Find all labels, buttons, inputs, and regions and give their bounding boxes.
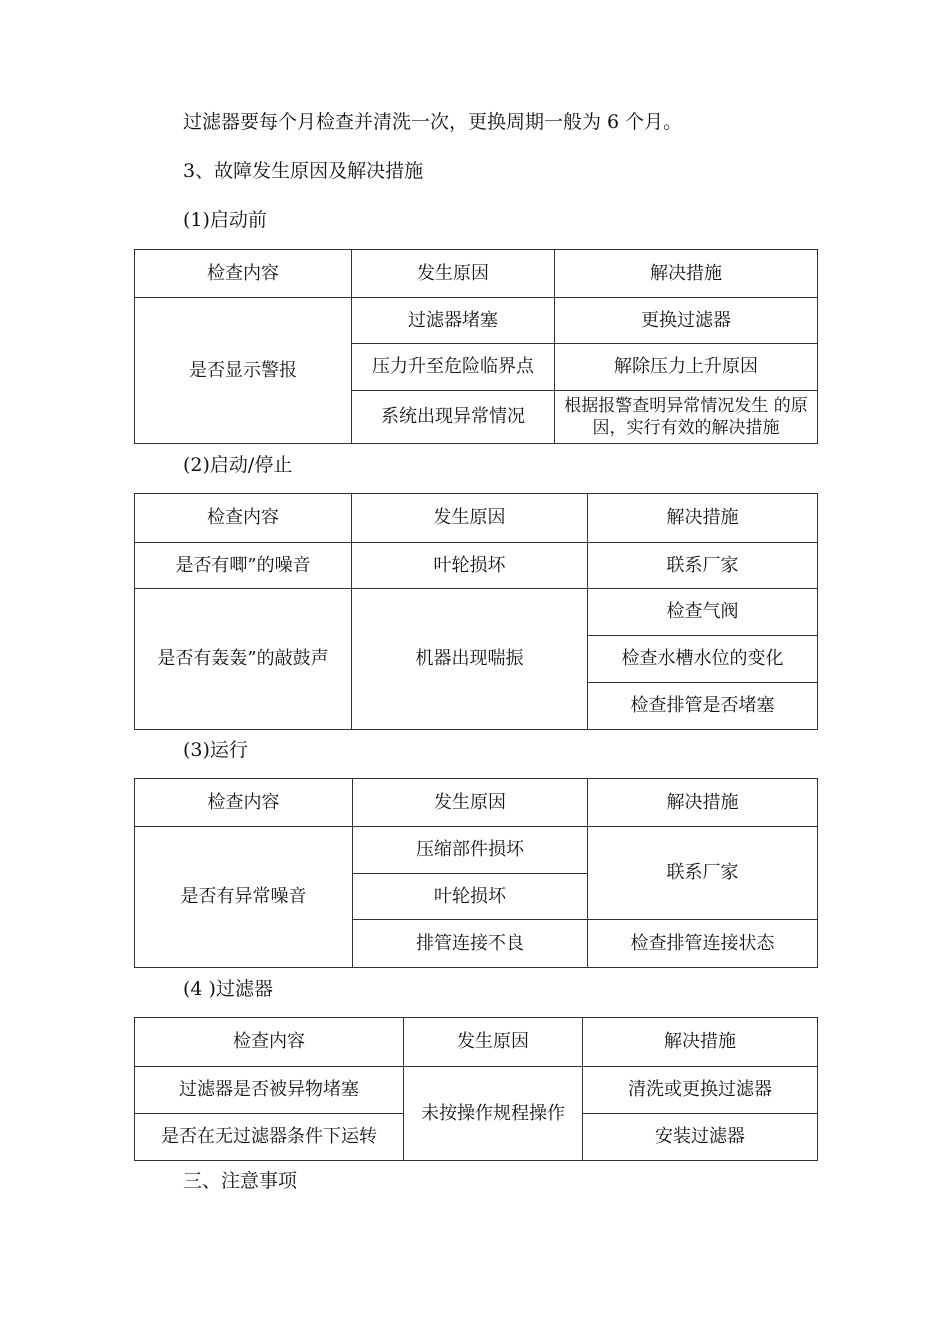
intro-paragraph: 过滤器要每个月检查并清洗一次，更换周期一般为 6 个月。 <box>183 111 683 133</box>
cause-cell: 压力升至危险临界点 <box>352 344 555 391</box>
cause-cell: 系统出现异常情况 <box>352 391 555 444</box>
table-header-row <box>135 1018 818 1067</box>
cause-cell: 压缩部件损坏 <box>353 827 588 874</box>
check-cell: 是否显示警报 <box>135 298 352 444</box>
table-row <box>135 543 818 589</box>
section-title: 3、故障发生原因及解决措施 <box>183 160 424 182</box>
cause-cell: 机器出现喘振 <box>352 589 588 730</box>
table-startup-check <box>134 249 818 444</box>
header-cause: 发生原因 <box>352 494 588 543</box>
solution-cell: 更换过滤器 <box>555 298 818 344</box>
header-cause: 发生原因 <box>352 250 555 298</box>
table1-title: (1)启动前 <box>183 209 267 231</box>
solution-cell: 根据报警查明异常情况发生 的原因，实行有效的解决措施 <box>555 391 818 444</box>
cause-cell: 过滤器堵塞 <box>352 298 555 344</box>
table-header-row <box>135 494 818 543</box>
header-solution: 解决措施 <box>583 1018 818 1067</box>
table-header-row <box>135 250 818 298</box>
table-running-check <box>134 778 818 968</box>
header-solution: 解决措施 <box>555 250 818 298</box>
solution-cell: 联系厂家 <box>588 543 818 589</box>
table-filter-check <box>134 1017 818 1161</box>
cause-cell: 叶轮损坏 <box>352 543 588 589</box>
cause-cell: 未按操作规程操作 <box>404 1067 583 1161</box>
header-check: 检查内容 <box>135 250 352 298</box>
header-check: 检查内容 <box>135 779 353 827</box>
table4-title: (4 )过滤器 <box>183 978 273 1000</box>
cause-cell: 叶轮损坏 <box>353 874 588 920</box>
table-row <box>135 589 818 636</box>
footer-heading: 三、注意事项 <box>183 1170 298 1192</box>
check-cell: 是否有唧”的噪音 <box>135 543 352 589</box>
cause-cell: 排管连接不良 <box>353 920 588 968</box>
table3-title: (3)运行 <box>183 739 248 761</box>
table-header-row <box>135 779 818 827</box>
check-cell: 是否有轰轰”的敲鼓声 <box>135 589 352 730</box>
table-row <box>135 827 818 874</box>
solution-cell: 清洗或更换过滤器 <box>583 1067 818 1114</box>
table-row <box>135 1067 818 1114</box>
table-row <box>135 298 818 344</box>
header-solution: 解决措施 <box>588 779 818 827</box>
solution-cell: 检查排管是否堵塞 <box>588 683 818 730</box>
check-cell: 是否有异常噪音 <box>135 827 353 968</box>
table2-title: (2)启动/停止 <box>183 454 293 476</box>
check-cell: 过滤器是否被异物堵塞 <box>135 1067 404 1114</box>
check-cell: 是否在无过滤器条件下运转 <box>135 1114 404 1161</box>
header-cause: 发生原因 <box>353 779 588 827</box>
solution-cell: 联系厂家 <box>588 827 818 920</box>
solution-cell: 检查气阀 <box>588 589 818 636</box>
solution-cell: 解除压力上升原因 <box>555 344 818 391</box>
table-start-stop-check <box>134 493 818 730</box>
header-solution: 解决措施 <box>588 494 818 543</box>
header-check: 检查内容 <box>135 494 352 543</box>
solution-cell: 检查水槽水位的变化 <box>588 636 818 683</box>
header-cause: 发生原因 <box>404 1018 583 1067</box>
header-check: 检查内容 <box>135 1018 404 1067</box>
solution-cell: 安装过滤器 <box>583 1114 818 1161</box>
solution-cell: 检查排管连接状态 <box>588 920 818 968</box>
